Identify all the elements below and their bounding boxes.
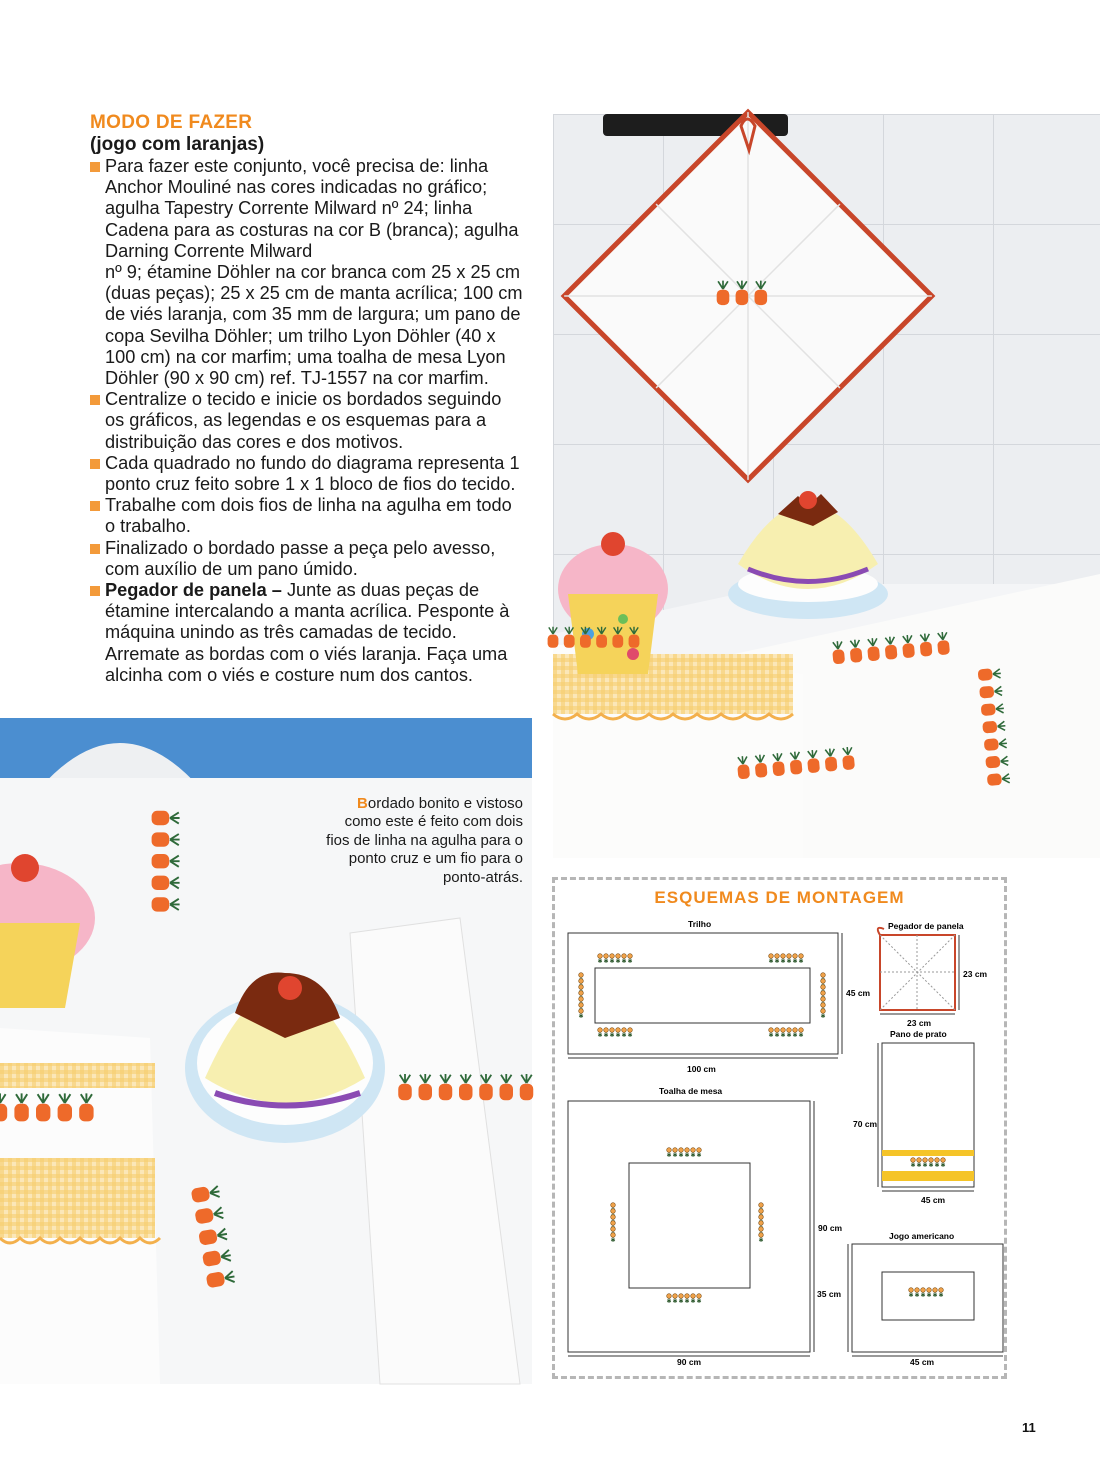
step-line: Anchor Mouliné nas cores indicadas no gráfico; <box>105 177 488 198</box>
diagram-motif <box>690 1294 695 1305</box>
embroidery-orange <box>737 764 750 779</box>
embroidery-orange <box>580 635 591 648</box>
embroidery-orange <box>825 756 838 771</box>
diagram-motif <box>672 1294 677 1305</box>
page-number: 11 <box>1022 1420 1036 1435</box>
diagram-motif <box>798 954 803 965</box>
embroidery-orange <box>520 1084 534 1101</box>
embroidery-orange <box>152 811 170 825</box>
section-title: MODO DE FAZER <box>90 112 253 133</box>
step-bold-lead: Pegador de panela – <box>105 580 282 601</box>
embroidery-orange <box>755 763 768 778</box>
embroidery-orange <box>79 1104 93 1122</box>
diagram-motif <box>938 1288 943 1299</box>
diagram-motif <box>786 1028 791 1039</box>
square-bullet-icon <box>90 162 100 172</box>
caption-line: como este é feito com dois <box>344 813 523 831</box>
embroidery-orange <box>152 854 170 868</box>
embroidery-orange <box>842 755 855 770</box>
photo-potholder-set <box>553 114 1100 858</box>
photo-caption <box>300 795 523 887</box>
diagram-motif <box>798 1028 803 1039</box>
step-line: étamine intercalando a manta acrílica. Pesponte à <box>105 601 510 622</box>
embroidery-orange <box>982 721 997 734</box>
diagram-motif <box>774 1028 779 1039</box>
label-toalha: Toalha de mesa <box>659 1086 723 1096</box>
embroidery-orange <box>439 1084 453 1101</box>
diagram-motif <box>684 1148 689 1159</box>
embroidery-orange <box>58 1104 72 1122</box>
embroidery-orange <box>717 290 730 305</box>
embroidery-orange <box>985 756 1000 769</box>
caption-dropcap: B <box>357 795 368 812</box>
caption-line: fios de linha na agulha para o <box>326 831 523 849</box>
step-item <box>90 580 540 686</box>
embroidery-orange <box>979 686 994 699</box>
diagram-motif <box>792 1028 797 1039</box>
step-line: de viés laranja, com 35 mm de largura; um pano de <box>105 304 521 325</box>
step-line: Cada quadrado no fundo do diagrama representa 1 <box>105 452 520 473</box>
label-pegador: Pegador de panela <box>888 921 964 931</box>
diagram-motif <box>768 954 773 965</box>
embroidery-orange <box>920 641 933 656</box>
label-trilho: Trilho <box>688 919 712 929</box>
diagram-motif <box>678 1294 683 1305</box>
label-jogo-width: 45 cm <box>910 1357 935 1367</box>
label-pano-width: 45 cm <box>921 1195 946 1205</box>
embroidery-orange <box>807 758 820 773</box>
embroidery-orange <box>548 635 559 648</box>
diagram-motif <box>920 1288 925 1299</box>
diagram-motif <box>627 954 632 965</box>
embroidery-orange <box>36 1104 50 1122</box>
step-line: agulha Tapestry Corrente Milward nº 24; linha <box>105 198 473 219</box>
diagram-motif <box>926 1288 931 1299</box>
diagram-motif <box>678 1148 683 1159</box>
step-item <box>90 538 540 580</box>
step-item <box>90 389 540 453</box>
diagram-motif <box>934 1158 939 1169</box>
caption-line: ordado bonito e vistoso <box>367 795 523 812</box>
embroidery-orange <box>984 738 999 751</box>
label-toalha-height: 90 cm <box>818 1223 843 1233</box>
label-jogo: Jogo americano <box>889 1231 955 1241</box>
diagram-motif <box>603 1028 608 1039</box>
diagram-motif <box>696 1294 701 1305</box>
embroidery-orange <box>885 645 898 660</box>
section-subtitle: (jogo com laranjas) <box>90 134 265 155</box>
embroidery-orange <box>790 760 803 775</box>
step-item <box>90 495 540 537</box>
step-line: alcinha com o viés e costure num dos cantos. <box>105 664 473 685</box>
diagram-motif <box>610 1233 615 1244</box>
embroidery-orange <box>152 876 170 890</box>
steps-list <box>90 156 540 686</box>
step-line: Döhler (90 x 90 cm) ref. TJ-1557 na cor marfim. <box>105 368 489 389</box>
step-line: Cadena para as costuras na cor B (branca); agulha <box>105 219 519 240</box>
diagram-motif <box>916 1158 921 1169</box>
label-trilho-height: 45 cm <box>846 988 871 998</box>
embroidery-orange <box>479 1084 493 1101</box>
step-line: 100 cm) na cor marfim; uma toalha de mesa Lyon <box>105 346 506 367</box>
step-item <box>90 453 540 495</box>
diagram-motif <box>910 1158 915 1169</box>
label-pegador-height: 23 cm <box>963 969 988 979</box>
embroidery-orange <box>981 703 996 716</box>
step-line: Para fazer este conjunto, você precisa de: linha <box>105 156 489 176</box>
diagram-motif <box>609 954 614 965</box>
step-line: Centralize o tecido e inicie os bordados seguindo <box>105 389 502 410</box>
label-toalha-width: 90 cm <box>677 1357 702 1367</box>
diagram-motifs <box>578 954 945 1305</box>
embroidery-orange <box>772 761 785 776</box>
embroidery-orange <box>937 640 950 655</box>
square-bullet-icon <box>90 544 100 554</box>
embroidery-orange <box>736 290 749 305</box>
diagram-motif <box>672 1148 677 1159</box>
diagram-motif <box>768 1028 773 1039</box>
square-bullet-icon <box>90 586 100 596</box>
step-line: nº 9; étamine Döhler na cor branca com 25 x 25 cm <box>105 262 521 283</box>
diagram-motif <box>627 1028 632 1039</box>
diagram-motif <box>690 1148 695 1159</box>
diagram-drawings: ✱ Trilho 45 cm 100 cm Pegador de panela 23 cm 23 cm Pano de prato 70 cm 45 cm Toalha de mesa 90 cm 90 cm Jogo americano 35 cm 45 cm <box>555 880 1004 1376</box>
step-line: (duas peças); 25 x 25 cm de manta acrílica; 100 cm <box>105 283 523 304</box>
embroidery-orange <box>978 668 993 681</box>
photo-potholder-illustration <box>553 114 1100 858</box>
square-bullet-icon <box>90 395 100 405</box>
step-line: Arremate as bordas com o viés laranja. Faça uma <box>105 643 508 664</box>
diagram-motif <box>696 1148 701 1159</box>
label-pano: Pano de prato <box>890 1029 947 1039</box>
step-line: Darning Corrente Milward <box>105 240 313 261</box>
embroidery-orange <box>596 635 607 648</box>
diagram-motif <box>684 1294 689 1305</box>
square-bullet-icon <box>90 459 100 469</box>
diagram-motif <box>932 1288 937 1299</box>
diagram-motif <box>615 954 620 965</box>
instructions-block <box>90 112 540 686</box>
label-pano-height: 70 cm <box>853 1119 878 1129</box>
embroidery-orange <box>832 649 845 664</box>
diagram-motif <box>603 954 608 965</box>
step-line: distribuição das cores e dos motivos. <box>105 431 404 452</box>
embroidery-orange <box>459 1084 473 1101</box>
step-line: máquina unindo as três camadas de tecido. <box>105 622 457 643</box>
diagram-motif <box>758 1233 763 1244</box>
step-line: com auxílio de um pano úmido. <box>105 558 358 579</box>
diagram-motif <box>621 1028 626 1039</box>
diagram-motif <box>609 1028 614 1039</box>
diagram-motif <box>597 1028 602 1039</box>
embroidery-orange <box>902 643 915 658</box>
diagram-motif <box>908 1288 913 1299</box>
diagram-motif <box>940 1158 945 1169</box>
embroidery-orange <box>500 1084 514 1101</box>
embroidery-orange <box>867 646 880 661</box>
embroidery-orange <box>612 635 623 648</box>
label-trilho-width: 100 cm <box>687 1064 716 1074</box>
embroidery-orange <box>0 1104 7 1122</box>
embroidery-orange <box>987 773 1002 786</box>
diagram-motif <box>666 1148 671 1159</box>
diagram-motif <box>914 1288 919 1299</box>
diagram-motif <box>597 954 602 965</box>
diagram-motif <box>774 954 779 965</box>
embroidery-orange <box>398 1084 412 1101</box>
step-line: copa Sevilha Döhler; um trilho Lyon Döhler (40 x <box>105 325 496 346</box>
embroidery-orange <box>152 832 170 846</box>
diagram-title: ESQUEMAS DE MONTAGEM <box>654 888 905 907</box>
step-line: ponto cruz feito sobre 1 x 1 bloco de fios do tecido. <box>105 474 516 495</box>
diagram-motif <box>578 1009 583 1020</box>
diagram-motif <box>928 1158 933 1169</box>
diagram-motif <box>780 954 785 965</box>
embroidery-orange <box>152 897 170 911</box>
diagram-motif <box>786 954 791 965</box>
embroidery-orange <box>629 635 640 648</box>
embroidery-orange <box>755 290 768 305</box>
label-jogo-height: 35 cm <box>817 1289 842 1299</box>
caption-line: ponto cruz e um fio para o <box>348 850 523 868</box>
caption-line: ponto-atrás. <box>442 868 523 886</box>
label-pegador-width: 23 cm <box>907 1018 932 1028</box>
embroidery-orange <box>564 635 575 648</box>
diagram-motif <box>792 954 797 965</box>
diagram-motif <box>820 1009 825 1020</box>
step-line: Trabalhe com dois fios de linha na agulha em todo <box>105 495 512 516</box>
step-line: os gráficos, as legendas e os esquemas para a <box>105 410 487 431</box>
embroidery-orange <box>850 648 863 663</box>
assembly-diagrams <box>552 877 1007 1379</box>
diagram-motif <box>666 1294 671 1305</box>
step-line: o trabalho. <box>105 516 191 537</box>
embroidery-orange <box>14 1104 28 1122</box>
step-item <box>90 156 540 389</box>
step-line: Finalizado o bordado passe a peça pelo avesso, <box>105 537 496 558</box>
square-bullet-icon <box>90 501 100 511</box>
diagram-motif <box>621 954 626 965</box>
diagram-motif <box>780 1028 785 1039</box>
diagram-motif <box>615 1028 620 1039</box>
embroidery-orange <box>419 1084 433 1101</box>
diagram-motif <box>922 1158 927 1169</box>
step-line: Junte as duas peças de <box>281 580 480 601</box>
